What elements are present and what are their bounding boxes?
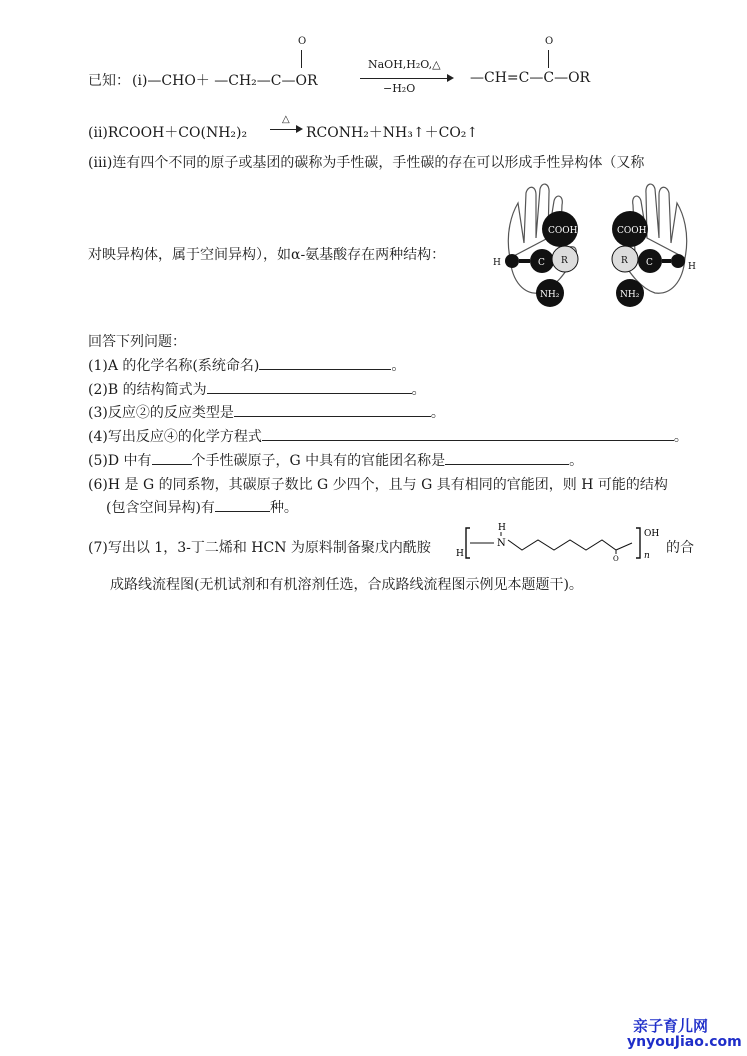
carbonyl-o-2: O — [545, 36, 554, 47]
polyvalerolactam-structure — [456, 518, 666, 562]
carbonyl-bond-2 — [548, 50, 550, 68]
q6-line1: (6)H 是 G 的同系物，其碳原子数比 G 少四个，且与 G 具有相同的官能团，则 H 可能的结构 — [88, 477, 668, 493]
polymer-h-end: H — [456, 549, 464, 559]
right-r-label: R — [621, 256, 628, 266]
q1-answer-blank[interactable] — [259, 355, 391, 370]
q6-text-b: 种。 — [269, 500, 298, 516]
reaction-i-arrow — [360, 78, 452, 79]
q5-text-b: 个手性碳原子，G 中具有的官能团名称是 — [191, 453, 446, 469]
right-nh2-label: NH₂ — [620, 290, 640, 300]
q7-text-a: (7)写出以 1，3-丁二烯和 HCN 为原料制备聚戊内酰胺 — [88, 540, 431, 556]
watermark-line2: ynyouJiao.com — [627, 1034, 742, 1050]
polymer-n: N — [497, 538, 506, 549]
known-item-i: (i)—CHO＋ —CH₂—C—OR — [132, 73, 318, 89]
polymer-n-subscript: n — [644, 551, 650, 561]
left-h-label: H — [493, 258, 501, 268]
q2-answer-blank[interactable] — [207, 379, 412, 394]
polymer-o: O — [613, 555, 619, 562]
left-r-label: R — [561, 256, 568, 266]
q2-text: (2)B 的结构简式为 — [88, 382, 207, 398]
q4-end: 。 — [673, 429, 688, 445]
question-3 — [88, 402, 445, 422]
q5-text-a: (5)D 中有 — [88, 453, 152, 469]
q7-text-b: 的合 — [666, 540, 694, 556]
q4-text: (4)写出反应④的化学方程式 — [88, 429, 262, 445]
q1-end: 。 — [391, 358, 406, 374]
q5-answer-blank-2[interactable] — [445, 450, 569, 465]
q6-text-a: (包含空间异构)有 — [106, 500, 215, 516]
questions-intro: 回答下列问题： — [88, 334, 186, 350]
q7-line2: 成路线流程图(无机试剂和有机溶剂任选，合成路线流程图示例见本题题干)。 — [110, 577, 583, 593]
q5-answer-blank-1[interactable] — [152, 450, 192, 465]
reaction-ii-arrowhead — [296, 125, 303, 133]
q3-answer-blank[interactable] — [234, 402, 431, 417]
reaction-i-arrowhead — [447, 74, 454, 82]
carbonyl-bond-1 — [301, 50, 303, 68]
reaction-i-conditions-bottom: −H₂O — [383, 82, 416, 95]
question-5 — [88, 450, 583, 470]
question-4 — [88, 426, 688, 446]
left-c-label: C — [538, 258, 545, 268]
right-h-label: H — [688, 262, 696, 272]
question-1 — [88, 355, 405, 375]
q6-answer-blank[interactable] — [215, 497, 270, 512]
known-item-ii: (ii)RCOOH＋CO(NH₂)₂ — [88, 125, 248, 141]
q5-end: 。 — [569, 453, 584, 469]
left-nh2-label: NH₂ — [540, 290, 560, 300]
polymer-oh: OH — [644, 529, 660, 539]
carbonyl-o-1: O — [298, 36, 307, 47]
right-c-label: C — [646, 258, 653, 268]
reaction-ii-product: RCONH₂＋NH₃↑＋CO₂↑ — [306, 125, 479, 141]
q3-text: (3)反应②的反应类型是 — [88, 405, 234, 421]
q2-end: 。 — [411, 382, 426, 398]
polymer-nh-h: H — [498, 523, 506, 533]
chiral-hands-figure — [490, 183, 705, 323]
known-prefix: 已知： — [88, 73, 130, 89]
left-cooh-label: COOH — [548, 226, 578, 236]
reaction-ii-conditions: △ — [282, 114, 290, 125]
question-2 — [88, 379, 426, 399]
right-cooh-label: COOH — [617, 226, 647, 236]
reaction-i-conditions-top: NaOH,H₂O,△ — [368, 58, 441, 71]
reaction-i-product: —CH=C—C—OR — [470, 70, 591, 86]
q3-end: 。 — [430, 405, 445, 421]
question-6-line2 — [106, 497, 298, 517]
known-item-iii-line2: 对映异构体，属于空间异构），如α-氨基酸存在两种结构： — [88, 247, 446, 263]
q4-answer-blank[interactable] — [262, 426, 674, 441]
q1-text: (1)A 的化学名称(系统命名) — [88, 358, 260, 374]
watermark-line1: 亲子育儿网 — [633, 1017, 709, 1035]
known-item-iii-line1: (iii)连有四个不同的原子或基团的碳称为手性碳，手性碳的存在可以形成手性异构体（又称 — [88, 155, 645, 171]
